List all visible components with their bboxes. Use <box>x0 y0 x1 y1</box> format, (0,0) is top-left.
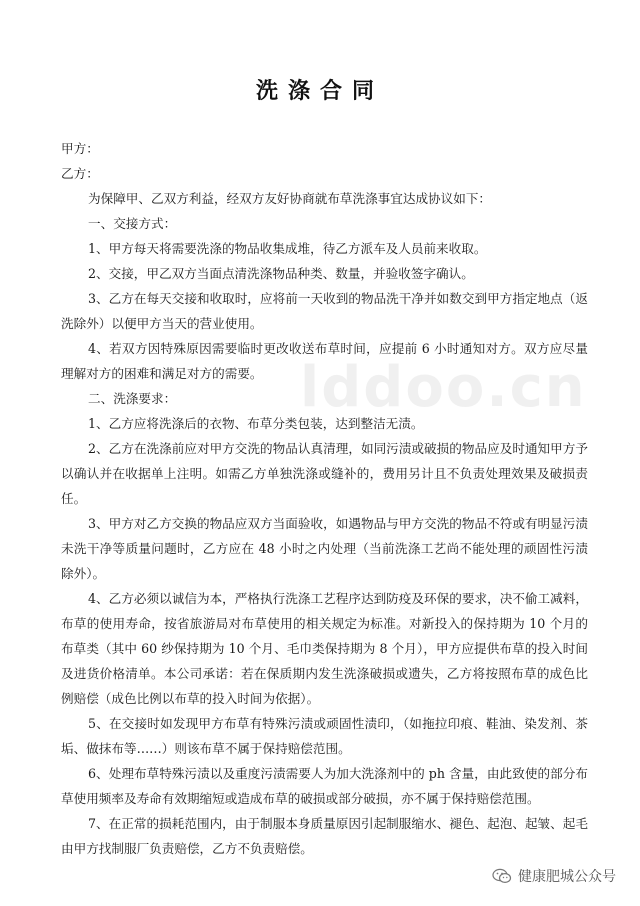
intro-paragraph: 为保障甲、乙双方利益，经双方友好协商就布草洗涤事宜达成协议如下： <box>88 191 491 206</box>
wechat-account-badge <box>492 866 616 886</box>
section-2-item: 7、在正常的损耗范围内，由于制服本身质量原因引起制服缩水、褪色、起泡、起皱、起毛由甲方找制服厂负责赔偿，乙方不负责赔偿。 <box>61 816 588 856</box>
contract-body <box>61 136 588 861</box>
section-1-item: 3、乙方在每天交接和收取时，应将前一天收到的物品洗干净并如数交到甲方指定地点（返洗除外）以便甲方当天的营业使用。 <box>61 291 588 331</box>
party-b-label: 乙方： <box>61 166 99 181</box>
section-2-item: 5、在交接时如发现甲方布草有特殊污渍或顽固性渍印，（如拖拉印痕、鞋油、染发剂、茶垢、做抹布等……）则该布草不属于保持赔偿范围。 <box>61 716 588 756</box>
page-title: 洗涤合同 <box>255 79 384 104</box>
wechat-icon <box>492 868 512 884</box>
footer-account-name: 健康肥城公众号 <box>518 869 616 885</box>
section-2-item: 1、乙方应将洗涤后的衣物、布草分类包装，达到整洁无渍。 <box>88 416 424 431</box>
section-1-item: 2、交接，甲乙双方当面点清洗涤物品种类、数量，并验收签字确认。 <box>88 266 474 281</box>
section-2-item: 4、乙方必须以诚信为本，严格执行洗涤工艺程序达到防疫及环保的要求，决不偷工减料，布草的使用寿命，按省旅游局对布草使用的相关规定为标准。对新投入的保持期为 10 个月的布草类（其中 60 纱保持期为 10 个月、毛巾类保持期为 8 个月），甲方应提供布草的投入时间及进货价格清单。本公司承诺：若在保质期内发生洗涤破损或遗失，乙方将按照布草的成色比例赔偿（成色比例以布草的投入时间为依据）。 <box>61 591 588 706</box>
watermark: lddoo.cn <box>300 355 587 420</box>
section-2-item: 6、处理布草特殊污渍以及重度污渍需要人为加大洗涤剂中的 ph 含量，由此致使的部分布草使用频率及寿命有效期缩短或造成布草的破损或部分破损，亦不属于保持赔偿范围。 <box>61 766 588 806</box>
section-2-item: 2、乙方在洗涤前应对甲方交洗的物品认真清理，如同污渍或破损的物品应及时通知甲方予以确认并在收据单上注明。如需乙方单独洗涤或缝补的，费用另计且不负责处理效果及破损责任。 <box>61 441 588 506</box>
section-1-heading: 一、交接方式： <box>88 216 177 231</box>
party-a-label: 甲方： <box>61 141 99 156</box>
section-1-item: 4、若双方因特殊原因需要临时更改收送布草时间，应提前 6 小时通知对方。双方应尽量理解对方的困难和满足对方的需要。 <box>61 341 588 381</box>
section-2-item: 3、甲方对乙方交换的物品应双方当面验收，如遇物品与甲方交洗的物品不符或有明显污渍未洗干净等质量问题时，乙方应在 48 小时之内处理（当前洗涤工艺尚不能处理的顽固性污渍除外）。 <box>61 516 588 581</box>
section-2-heading: 二、洗涤要求： <box>88 391 177 406</box>
section-1-item: 1、甲方每天将需要洗涤的物品收集成堆，待乙方派车及人员前来收取。 <box>88 241 487 256</box>
